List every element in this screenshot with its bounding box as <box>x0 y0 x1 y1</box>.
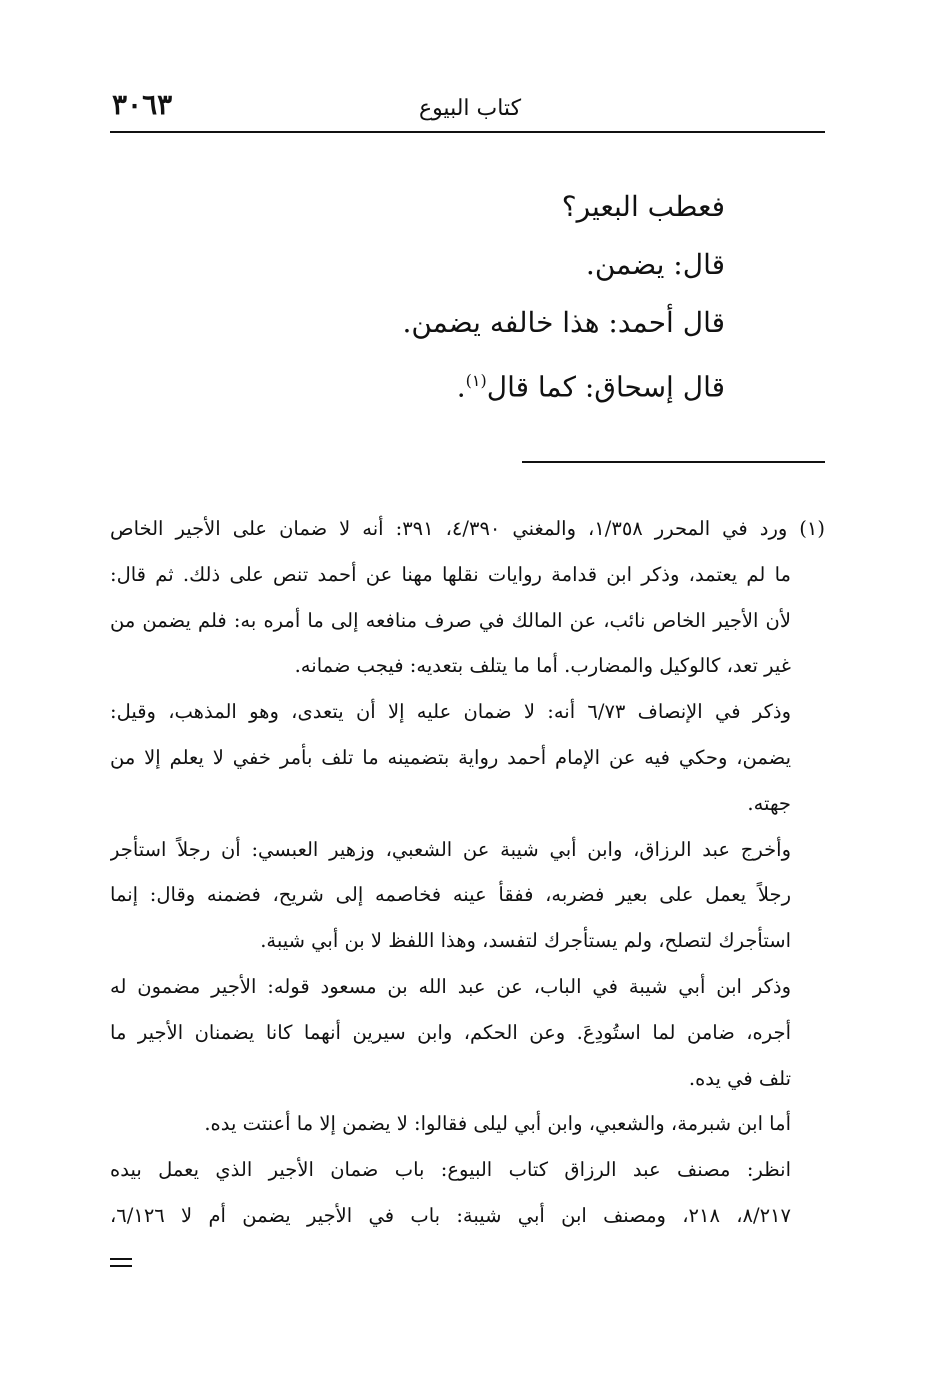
footnote-line: غير تعد، كالوكيل والمضارب. أما ما يتلف بتعديه: فيجب ضمانه. <box>294 654 791 678</box>
footnote-line: انظر: مصنف عبد الرزاق كتاب البيوع: باب ضمان الأجير الذي يعمل بيده <box>110 1158 791 1182</box>
footnote-reference: (١) <box>465 371 487 390</box>
text-segment: قال إسحاق: كما قال <box>486 370 725 404</box>
footnote-line: لأن الأجير الخاص نائب، عن المالك في صرف منافعه إلى ما أمره به: فلم يضمن من <box>110 608 791 632</box>
main-text <box>205 178 725 410</box>
footnote-line: رجلاً يعمل على بعير فضربه، ففقأ عينه فخاصمه إلى شريح، فضمنه وقال: إنما <box>110 883 791 907</box>
footnote-line: يضمن، وحكي فيه عن الإمام أحمد رواية بتضمينه ما تلف بأمر خفي لا يعلم إلا من <box>110 745 791 769</box>
continuation-mark <box>110 1258 132 1272</box>
footnote-separator <box>522 461 825 463</box>
footnote-line: جهته. <box>747 791 791 815</box>
footnote-line: وذكر ابن أبي شيبة في الباب، عن عبد الله بن مسعود قوله: الأجير مضمون له <box>110 974 791 998</box>
footnote-line: أجره، ضامن لما استُودِعَ. وعن الحكم، وابن سيرين أنهما كانا يضمنان الأجير ما <box>110 1020 791 1044</box>
text-line: فعطب البعير؟ <box>561 190 725 223</box>
text-line: قال أحمد: هذا خالفه يضمن. <box>402 306 725 339</box>
footnote-line: تلف في يده. <box>688 1066 791 1090</box>
footnote-line: ٨/٢١٧، ٢١٨، ومصنف ابن أبي شيبة: باب في الأجير يضمن أم لا ٦/١٢٦، <box>110 1203 791 1227</box>
footnotes <box>110 506 825 1239</box>
text-line <box>205 352 725 410</box>
footnote-line: وذكر في الإنصاف ٦/٧٣ أنه: لا ضمان عليه إلا أن يتعدى، وهو المذهب، وقيل: <box>110 700 791 724</box>
footnote-line: وأخرج عبد الرزاق، وابن أبي شيبة عن الشعبي، وزهير العبسي: أن رجلاً استأجر <box>110 837 791 861</box>
page-number: ٣٠٦٣ <box>112 88 173 121</box>
footnote-line: أما ابن شبرمة، والشعبي، وابن أبي ليلى فقالوا: لا يضمن إلا ما أعنتت يده. <box>204 1112 791 1136</box>
footnote-line: (١) ورد في المحرر ١/٣٥٨، والمغني ٤/٣٩٠، ٣٩١: أنه لا ضمان على الأجير الخاص <box>110 517 825 540</box>
footnote-line: ما لم يعتمد، وذكر ابن قدامة روايات نقلها مهنا عن أحمد تنص على ذلك. ثم قال: <box>110 562 791 586</box>
footnote-line: استأجرك لتصلح، ولم يستأجرك لتفسد، وهذا اللفظ لا بن أبي شيبة. <box>260 929 791 953</box>
text-segment: . <box>456 370 466 404</box>
header-rule <box>110 131 825 133</box>
running-title: كتاب البيوع <box>418 96 522 121</box>
text-line: قال: يضمن. <box>585 248 725 281</box>
